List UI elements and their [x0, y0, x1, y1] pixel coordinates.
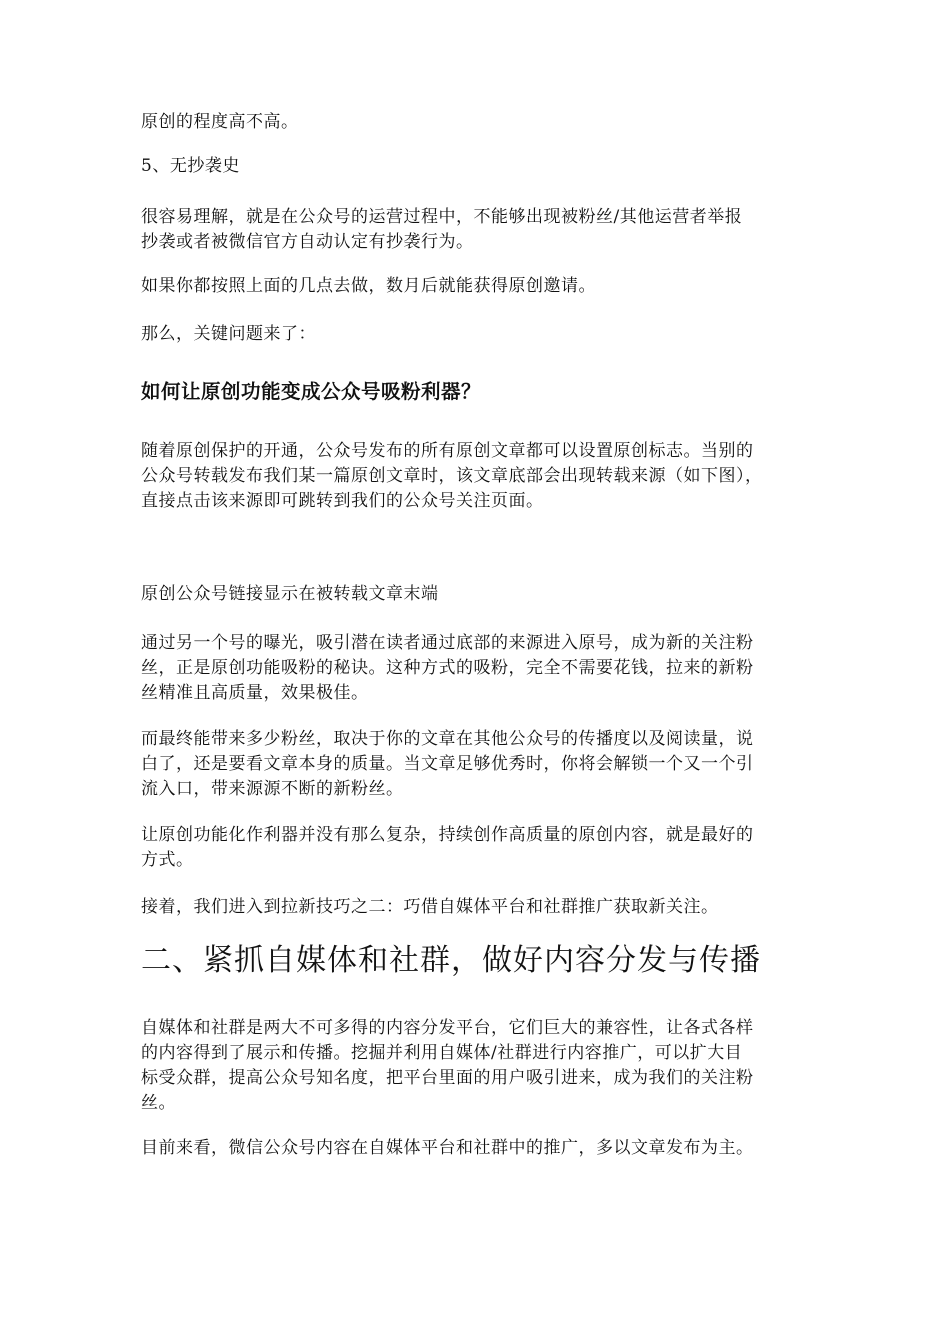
paragraph — [141, 205, 829, 255]
paragraph-line: 标受众群，提高公众号知名度，把平台里面的用户吸引进来，成为我们的关注粉 — [141, 1068, 754, 1088]
section-heading — [141, 941, 841, 981]
paragraph-line: 的内容得到了展示和传播。挖掘并利用自媒体/社群进行内容推广，可以扩大目 — [141, 1043, 743, 1063]
paragraph-text: 那么，关键问题来了： — [141, 324, 316, 344]
paragraph-text: 如果你都按照上面的几点去做，数月后就能获得原创邀请。 — [141, 276, 596, 296]
section-heading-text: 二、紧抓自媒体和社群，做好内容分发与传播 — [141, 943, 761, 978]
paragraph — [141, 439, 829, 514]
caption-text: 原创公众号链接显示在被转载文章末端 — [141, 584, 439, 604]
paragraph-line: 丝，正是原创功能吸粉的秘诀。这种方式的吸粉，完全不需要花钱，拉来的新粉 — [141, 658, 754, 678]
paragraph-line: 抄袭或者被微信官方自动认定有抄袭行为。 — [141, 232, 474, 252]
image-caption — [141, 582, 829, 607]
subheading — [141, 378, 829, 406]
paragraph-line: 流入口，带来源源不断的新粉丝。 — [141, 779, 404, 799]
paragraph — [141, 823, 829, 873]
paragraph-line: 丝。 — [141, 1093, 176, 1113]
paragraph — [141, 895, 829, 920]
paragraph-text: 5、无抄袭史 — [141, 156, 240, 176]
paragraph — [141, 631, 829, 706]
paragraph-text: 目前来看，微信公众号内容在自媒体平台和社群中的推广，多以文章发布为主。 — [141, 1138, 754, 1158]
paragraph-line: 很容易理解，就是在公众号的运营过程中，不能够出现被粉丝/其他运营者举报 — [141, 207, 743, 227]
paragraph — [141, 322, 829, 347]
paragraph-text: 接着，我们进入到拉新技巧之二：巧借自媒体平台和社群推广获取新关注。 — [141, 897, 719, 917]
paragraph — [141, 274, 829, 299]
subheading-text: 如何让原创功能变成公众号吸粉利器？ — [141, 380, 482, 403]
paragraph-line: 白了，还是要看文章本身的质量。当文章足够优秀时，你将会解锁一个又一个引 — [141, 754, 754, 774]
paragraph-line: 公众号转载发布我们某一篇原创文章时，该文章底部会出现转载来源（如下图）， — [141, 466, 763, 486]
paragraph — [141, 110, 829, 135]
paragraph-line: 而最终能带来多少粉丝，取决于你的文章在其他公众号的传播度以及阅读量，说 — [141, 729, 754, 749]
paragraph-line: 自媒体和社群是两大不可多得的内容分发平台，它们巨大的兼容性，让各式各样 — [141, 1018, 754, 1038]
paragraph-text: 原创的程度高不高。 — [141, 112, 299, 132]
paragraph-line: 直接点击该来源即可跳转到我们的公众号关注页面。 — [141, 491, 544, 511]
list-heading — [141, 154, 829, 179]
paragraph-line: 让原创功能化作利器并没有那么复杂，持续创作高质量的原创内容，就是最好的 — [141, 825, 754, 845]
paragraph — [141, 1136, 829, 1161]
paragraph-line: 随着原创保护的开通，公众号发布的所有原创文章都可以设置原创标志。当别的 — [141, 441, 754, 461]
paragraph-line: 通过另一个号的曝光，吸引潜在读者通过底部的来源进入原号，成为新的关注粉 — [141, 633, 754, 653]
paragraph — [141, 727, 829, 802]
paragraph — [141, 1016, 829, 1116]
paragraph-line: 丝精准且高质量，效果极佳。 — [141, 683, 369, 703]
paragraph-line: 方式。 — [141, 850, 194, 870]
